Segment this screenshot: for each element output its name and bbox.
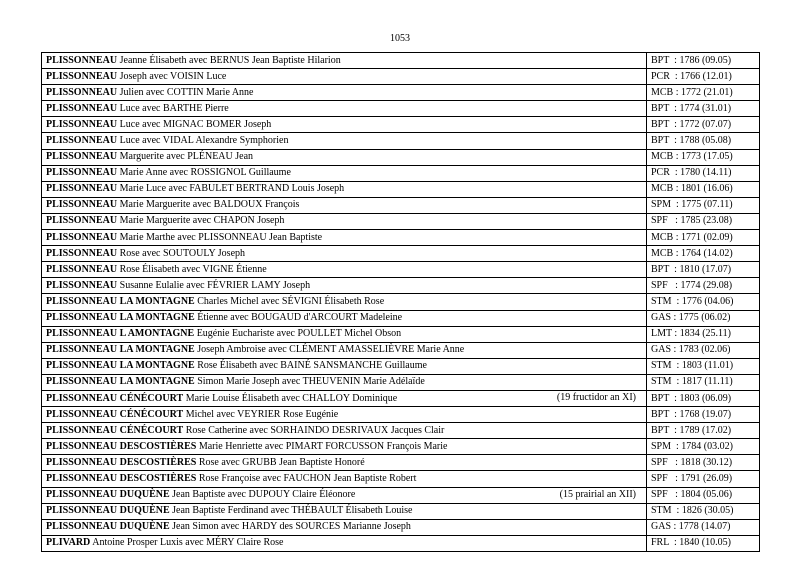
record-entry-cell [42,181,647,197]
page-number: 1053 [390,33,410,44]
record-details: Marie Henriette avec PIMART FORCUSSON François Marie [198,440,448,452]
record-entry-cell [42,101,647,117]
record-reference: PCR : 1766 (12.01) [647,69,760,85]
record-reference: MCB : 1772 (21.01) [647,85,760,101]
record-details: Marie Marthe avec PLISSONNEAU Jean Baptiste [119,231,323,243]
record-surname: PLISSONNEAU [46,279,118,291]
record-details: Rose Élisabeth avec BAINÉ SANSMANCHE Guillaume [197,360,427,372]
record-reference: BPT : 1810 (17.07) [647,262,760,278]
table-row [42,246,760,262]
record-entry-cell [42,374,647,390]
record-surname: PLISSONNEAU DUQUÈNE [46,521,170,533]
table-row [42,101,760,117]
table-row [42,471,760,487]
record-reference: MCB : 1771 (02.09) [647,230,760,246]
record-surname: PLISSONNEAU [46,54,118,66]
record-details: Jean Simon avec HARDY des SOURCES Marianne Joseph [172,521,411,533]
table-row [42,519,760,535]
record-entry-cell [42,471,647,487]
record-reference: BPT : 1786 (09.05) [647,53,760,69]
table-row [42,503,760,519]
table-row [42,262,760,278]
record-entry-cell [42,310,647,326]
record-details: Rose Françoise avec FAUCHON Jean Baptiste Robert [198,472,417,484]
record-reference: SPF : 1774 (29.08) [647,278,760,294]
record-surname: PLISSONNEAU CÉNÉCOURT [46,408,184,420]
record-entry-cell [42,487,647,503]
record-surname: PLISSONNEAU [46,263,118,275]
record-entry-cell [42,53,647,69]
record-reference: GAS : 1775 (06.02) [647,310,760,326]
table-row [42,407,760,423]
table-row [42,117,760,133]
record-surname: PLISSONNEAU [46,86,118,98]
table-row [42,53,760,69]
record-reference: MCB : 1764 (14.02) [647,246,760,262]
record-reference: GAS : 1783 (02.06) [647,342,760,358]
record-surname: PLISSONNEAU [46,102,118,114]
record-surname: PLISSONNEAU [46,167,118,179]
table-row [42,358,760,374]
record-surname: PLISSONNEAU [46,231,118,243]
record-reference: BPT : 1772 (07.07) [647,117,760,133]
record-surname: PLISSONNEAU L AMONTAGNE [46,328,195,340]
record-details: Marguerite avec PLÉNEAU Jean [119,151,254,163]
record-surname: PLISSONNEAU LA MONTAGNE [46,344,195,356]
record-entry-cell [42,246,647,262]
record-entry-cell [42,342,647,358]
record-reference: SPF : 1804 (05.06) [647,487,760,503]
record-surname: PLISSONNEAU CÉNÉCOURT [46,392,184,404]
record-details: Eugénie Euchariste avec POULLET Michel Obson [196,328,402,340]
record-entry-cell [42,423,647,439]
record-entry-cell [42,85,647,101]
record-reference: STM : 1776 (04.06) [647,294,760,310]
record-reference: MCB : 1801 (16.06) [647,181,760,197]
record-entry-cell [42,519,647,535]
record-details: Michel avec VEYRIER Rose Eugénie [185,408,339,420]
record-reference: SPF : 1785 (23.08) [647,213,760,229]
table-row [42,423,760,439]
record-reference: MCB : 1773 (17.05) [647,149,760,165]
record-surname: PLISSONNEAU [46,247,118,259]
record-details: Jean Baptiste avec DUPOUY Claire Éléonore [172,489,356,501]
record-surname: PLIVARD [46,537,91,549]
record-reference: BPT : 1803 (06.09) [647,390,760,406]
record-entry-cell [42,165,647,181]
record-surname: PLISSONNEAU [46,151,118,163]
record-details: Charles Michel avec SÉVIGNI Élisabeth Rose [197,295,385,307]
record-surname: PLISSONNEAU DESCOSTIÈRES [46,472,197,484]
record-details: Jeanne Élisabeth avec BERNUS Jean Baptiste Hilarion [119,54,341,66]
record-details: Rose avec SOUTOULY Joseph [119,247,246,259]
marriage-registry-table [41,52,760,552]
record-reference: BPT : 1774 (31.01) [647,101,760,117]
record-entry-cell [42,407,647,423]
record-note: (19 fructidor an XI) [556,391,636,403]
table-row [42,342,760,358]
record-entry-cell [42,230,647,246]
table-row [42,310,760,326]
record-reference: LMT : 1834 (25.11) [647,326,760,342]
record-entry-cell [42,294,647,310]
table-row [42,294,760,310]
record-entry-cell [42,455,647,471]
record-details: Marie Luce avec FABULET BERTRAND Louis Joseph [119,183,345,195]
record-entry-cell [42,503,647,519]
record-surname: PLISSONNEAU [46,199,118,211]
table-row [42,487,760,503]
record-entry-cell [42,213,647,229]
record-details: Marie Marguerite avec BALDOUX François [119,199,300,211]
record-surname: PLISSONNEAU DUQUÈNE [46,489,170,501]
record-surname: PLISSONNEAU [46,70,118,82]
table-row [42,181,760,197]
record-details: Joseph Ambroise avec CLÉMENT AMASSELIÈVRE Marie Anne [197,344,465,356]
record-entry-cell [42,117,647,133]
table-row [42,278,760,294]
table-row [42,535,760,551]
table-row [42,197,760,213]
record-reference: BPT : 1768 (19.07) [647,407,760,423]
record-reference: SPM : 1784 (03.02) [647,439,760,455]
record-details: Susanne Eulalie avec FÉVRIER LAMY Joseph [119,279,311,291]
record-surname: PLISSONNEAU [46,135,118,147]
record-reference: BPT : 1788 (05.08) [647,133,760,149]
record-surname: PLISSONNEAU LA MONTAGNE [46,312,195,324]
record-surname: PLISSONNEAU DESCOSTIÈRES [46,456,197,468]
record-entry-cell [42,262,647,278]
record-reference: SPF : 1791 (26.09) [647,471,760,487]
record-reference: STM : 1826 (30.05) [647,503,760,519]
registry-body [42,53,760,552]
record-surname: PLISSONNEAU LA MONTAGNE [46,295,195,307]
record-entry-cell [42,149,647,165]
record-surname: PLISSONNEAU LA MONTAGNE [46,376,195,388]
table-row [42,213,760,229]
table-row [42,133,760,149]
record-details: Rose avec GRUBB Jean Baptiste Honoré [198,456,365,468]
record-surname: PLISSONNEAU [46,215,118,227]
record-surname: PLISSONNEAU [46,118,118,130]
record-entry-cell [42,390,647,406]
record-reference: SPM : 1775 (07.11) [647,197,760,213]
record-details: Luce avec MIGNAC BOMER Joseph [119,118,272,130]
table-row [42,326,760,342]
record-surname: PLISSONNEAU LA MONTAGNE [46,360,195,372]
record-surname: PLISSONNEAU DUQUÈNE [46,505,170,517]
record-details: Rose Catherine avec SORHAINDO DESRIVAUX Jacques Clair [185,424,445,436]
record-surname: PLISSONNEAU [46,183,118,195]
record-entry-cell [42,197,647,213]
record-details: Simon Marie Joseph avec THEUVENIN Marie Adélaïde [197,376,425,388]
record-reference: FRL : 1840 (10.05) [647,535,760,551]
record-details: Jean Baptiste Ferdinand avec THÉBAULT Élisabeth Louise [172,505,413,517]
record-reference: STM : 1817 (11.11) [647,374,760,390]
table-row [42,455,760,471]
record-entry-cell [42,69,647,85]
record-details: Rose Élisabeth avec VIGNE Étienne [119,263,267,275]
record-details: Marie Anne avec ROSSIGNOL Guillaume [119,167,291,179]
record-details: Marie Louise Élisabeth avec CHALLOY Dominique [185,392,398,404]
table-row [42,165,760,181]
record-details: Marie Marguerite avec CHAPON Joseph [119,215,285,227]
record-details: Luce avec VIDAL Alexandre Symphorien [119,135,289,147]
record-reference: GAS : 1778 (14.07) [647,519,760,535]
record-entry-cell [42,278,647,294]
record-details: Julien avec COTTIN Marie Anne [119,86,254,98]
record-entry-cell [42,358,647,374]
record-reference: PCR : 1780 (14.11) [647,165,760,181]
record-details: Luce avec BARTHE Pierre [119,102,229,114]
table-row [42,230,760,246]
record-surname: PLISSONNEAU DESCOSTIÈRES [46,440,197,452]
record-reference: STM : 1803 (11.01) [647,358,760,374]
table-row [42,390,760,406]
record-entry-cell [42,535,647,551]
record-entry-cell [42,326,647,342]
record-entry-cell [42,133,647,149]
record-details: Étienne avec BOUGAUD d'ARCOURT Madeleine [197,312,403,324]
record-details: Joseph avec VOISIN Luce [119,70,227,82]
table-row [42,85,760,101]
record-details: Antoine Prosper Luxis avec MÉRY Claire Rose [92,537,284,549]
table-row [42,69,760,85]
record-surname: PLISSONNEAU CÉNÉCOURT [46,424,184,436]
table-row [42,439,760,455]
record-reference: SPF : 1818 (30.12) [647,455,760,471]
record-entry-cell [42,439,647,455]
record-reference: BPT : 1789 (17.02) [647,423,760,439]
record-note: (15 prairial an XII) [559,488,636,500]
table-row [42,374,760,390]
table-row [42,149,760,165]
